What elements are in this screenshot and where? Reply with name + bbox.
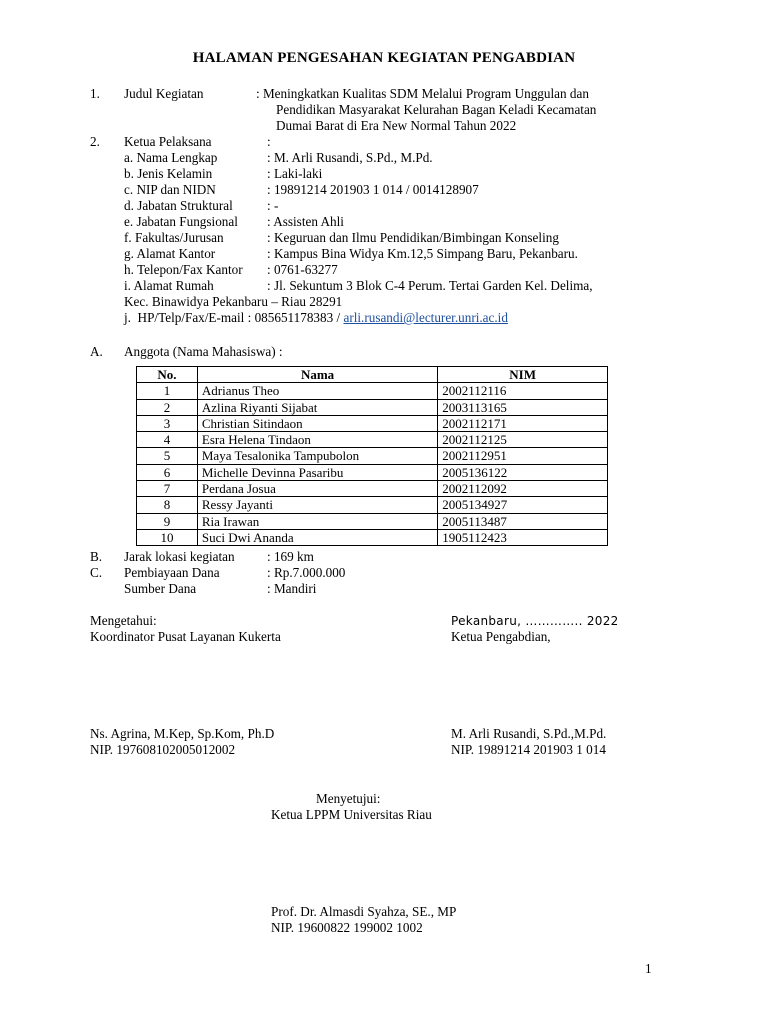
- jarak-label: Jarak lokasi kegiatan: [124, 549, 235, 564]
- page-title: HALAMAN PENGESAHAN KEGIATAN PENGABDIAN: [192, 50, 576, 66]
- field-label: e. Jabatan Fungsional: [124, 214, 238, 229]
- field-value: : Laki-laki: [267, 166, 323, 181]
- table-header-row: [137, 367, 608, 383]
- ketua-colon: :: [267, 134, 271, 149]
- cell-nim: 2002112125: [438, 432, 608, 448]
- alamat-rumah-line2: Kec. Binawidya Pekanbaru – Riau 28291: [124, 294, 343, 309]
- cell-no: 4: [137, 432, 198, 448]
- cell-nama: Maya Tesalonika Tampubolon: [197, 448, 437, 464]
- cell-nim: 2002112171: [438, 415, 608, 431]
- section-letter-b: B.: [90, 549, 103, 564]
- field-value: : 0761-63277: [267, 262, 338, 277]
- cell-nim: 2003113165: [438, 399, 608, 415]
- cell-nama: Christian Sitindaon: [197, 415, 437, 431]
- table-row: [137, 415, 608, 431]
- cell-nim: 2005113487: [438, 513, 608, 529]
- cell-nim: 2005136122: [438, 464, 608, 480]
- ketua-role: Ketua Pengabdian,: [451, 629, 551, 644]
- judul-value-line1: : Meningkatkan Kualitas SDM Melalui Program Unggulan dan: [256, 86, 589, 101]
- field-label: d. Jabatan Struktural: [124, 198, 233, 213]
- header-nim: NIM: [438, 367, 608, 383]
- koordinator-name: Ns. Agrina, M.Kep, Sp.Kom, Ph.D: [90, 726, 275, 741]
- biaya-value: : Rp.7.000.000: [267, 565, 346, 580]
- cell-no: 8: [137, 497, 198, 513]
- cell-no: 7: [137, 481, 198, 497]
- section-number-1: 1.: [90, 86, 100, 101]
- cell-nama: Suci Dwi Ananda: [197, 529, 437, 545]
- page-number: 1: [645, 961, 652, 976]
- judul-value-line3: Dumai Barat di Era New Normal Tahun 2022: [276, 118, 517, 133]
- sumber-label: Sumber Dana: [124, 581, 197, 596]
- field-label: c. NIP dan NIDN: [124, 182, 216, 197]
- ketua-name: M. Arli Rusandi, S.Pd.,M.Pd.: [451, 726, 607, 741]
- judul-value-line2: Pendidikan Masyarakat Kelurahan Bagan Keladi Kecamatan: [276, 102, 597, 117]
- email-link[interactable]: arli.rusandi@lecturer.unri.ac.id: [343, 310, 508, 325]
- members-table: [136, 366, 608, 546]
- lppm-nip: NIP. 19600822 199002 1002: [271, 920, 423, 935]
- table-row: [137, 529, 608, 545]
- field-value: : Kampus Bina Widya Km.12,5 Simpang Baru, Pekanbaru.: [267, 246, 578, 261]
- header-no: No.: [137, 367, 198, 383]
- cell-no: 6: [137, 464, 198, 480]
- lppm-name: Prof. Dr. Almasdi Syahza, SE., MP: [271, 904, 457, 919]
- field-label: h. Telepon/Fax Kantor: [124, 262, 243, 277]
- table-row: [137, 383, 608, 399]
- cell-nim: 2002112092: [438, 481, 608, 497]
- field-label: a. Nama Lengkap: [124, 150, 218, 165]
- cell-no: 2: [137, 399, 198, 415]
- field-value: : Assisten Ahli: [267, 214, 344, 229]
- header-nama: Nama: [197, 367, 437, 383]
- field-label: g. Alamat Kantor: [124, 246, 216, 261]
- section-number-2: 2.: [90, 134, 100, 149]
- cell-nim: 2002112951: [438, 448, 608, 464]
- place-date: Pekanbaru, ………….. 2022: [451, 614, 619, 628]
- field-value: : M. Arli Rusandi, S.Pd., M.Pd.: [267, 150, 433, 165]
- field-label: f. Fakultas/Jurusan: [124, 230, 224, 245]
- koordinator-nip: NIP. 197608102005012002: [90, 742, 236, 757]
- cell-nama: Azlina Riyanti Sijabat: [197, 399, 437, 415]
- section-letter-c: C.: [90, 565, 103, 580]
- cell-no: 9: [137, 513, 198, 529]
- table-row: [137, 497, 608, 513]
- lppm-role: Ketua LPPM Universitas Riau: [271, 807, 432, 822]
- field-value: : Keguruan dan Ilmu Pendidikan/Bimbingan Konseling: [267, 230, 559, 245]
- table-row: [137, 399, 608, 415]
- cell-nama: Adrianus Theo: [197, 383, 437, 399]
- table-row: [137, 513, 608, 529]
- field-value: : 19891214 201903 1 014 / 0014128907: [267, 182, 479, 197]
- section-letter-a: A.: [90, 344, 103, 359]
- cell-nama: Michelle Devinna Pasaribu: [197, 464, 437, 480]
- menyetujui-label: Menyetujui:: [316, 791, 381, 806]
- contact-line: [124, 310, 508, 326]
- cell-no: 3: [137, 415, 198, 431]
- biaya-label: Pembiayaan Dana: [124, 565, 220, 580]
- cell-nim: 2002112116: [438, 383, 608, 399]
- ketua-nip: NIP. 19891214 201903 1 014: [451, 742, 606, 757]
- field-value: : -: [267, 198, 279, 213]
- table-row: [137, 464, 608, 480]
- alamat-rumah-value: : Jl. Sekuntum 3 Blok C-4 Perum. Tertai Garden Kel. Delima,: [267, 278, 593, 293]
- table-row: [137, 432, 608, 448]
- mengetahui-label: Mengetahui:: [90, 613, 157, 628]
- cell-nama: Esra Helena Tindaon: [197, 432, 437, 448]
- cell-nim: 1905112423: [438, 529, 608, 545]
- cell-nama: Ressy Jayanti: [197, 497, 437, 513]
- sumber-value: : Mandiri: [267, 581, 317, 596]
- alamat-rumah-label: i. Alamat Rumah: [124, 278, 214, 293]
- contact-text: j. HP/Telp/Fax/E-mail : 085651178383 /: [124, 310, 344, 325]
- cell-no: 1: [137, 383, 198, 399]
- cell-nama: Perdana Josua: [197, 481, 437, 497]
- ketua-label: Ketua Pelaksana: [124, 134, 212, 149]
- cell-no: 10: [137, 529, 198, 545]
- cell-no: 5: [137, 448, 198, 464]
- field-label: b. Jenis Kelamin: [124, 166, 213, 181]
- anggota-label: Anggota (Nama Mahasiswa) :: [124, 344, 283, 359]
- judul-label: Judul Kegiatan: [124, 86, 204, 101]
- cell-nama: Ria Irawan: [197, 513, 437, 529]
- jarak-value: : 169 km: [267, 549, 314, 564]
- koordinator-role: Koordinator Pusat Layanan Kukerta: [90, 629, 281, 644]
- cell-nim: 2005134927: [438, 497, 608, 513]
- table-row: [137, 448, 608, 464]
- table-row: [137, 481, 608, 497]
